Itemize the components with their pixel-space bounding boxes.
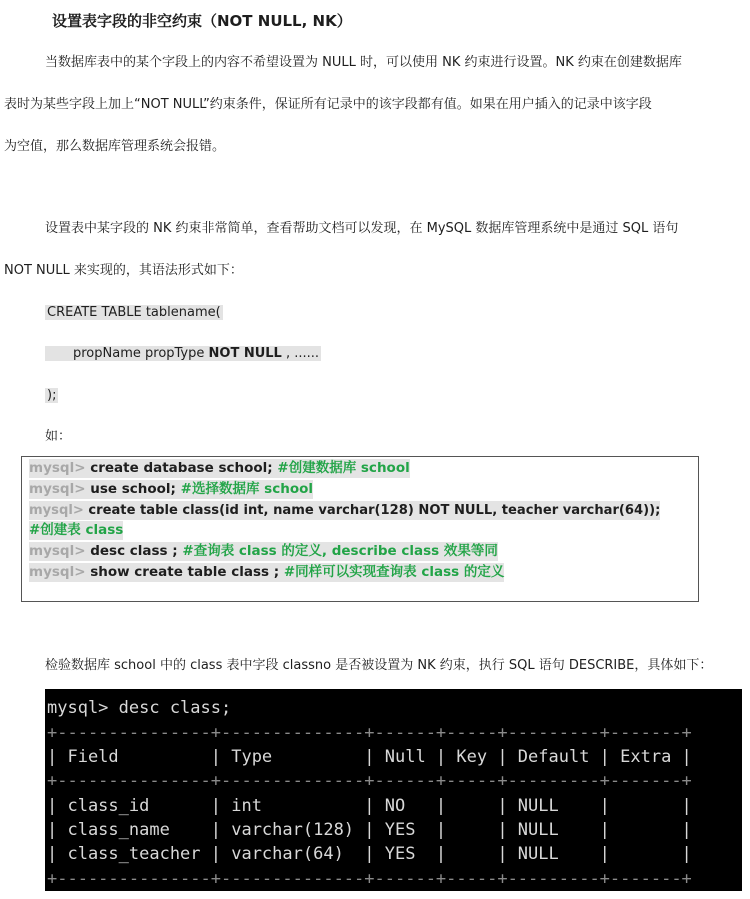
code-line — [29, 521, 123, 540]
table-header: | Field | Type | Null | Key | Default | Extra | — [47, 747, 692, 767]
syntax-not-null: NOT NULL — [208, 346, 282, 361]
code-comment: #创建表 class — [29, 522, 124, 538]
code-comment: #同样可以实现查询表 class 的定义 — [283, 564, 505, 580]
syntax-close: ); — [47, 388, 57, 403]
code-box — [21, 456, 699, 602]
code-prompt: mysql> — [29, 460, 86, 476]
table-row: | class_name | varchar(128) | YES | | NULL | | — [47, 820, 692, 840]
syntax-prop-name: propName propType — [73, 346, 209, 361]
code-comment: #选择数据库 school — [180, 481, 313, 497]
code-prompt: mysql> — [29, 543, 86, 559]
syntax-line1 — [45, 302, 223, 323]
syntax-prop — [45, 346, 321, 361]
table-border: +---------------+--------------+------+-----+---------+-------+ — [47, 771, 692, 791]
code-prompt: mysql> — [29, 564, 86, 580]
code-command: create database school; — [85, 460, 278, 476]
para2-line2: NOT NULL 来实现的，其语法形式如下： — [4, 263, 243, 278]
check-paragraph: 检验数据库 school 中的 class 表中字段 classno 是否被设置为 NK 约束，执行 SQL 语句 DESCRIBE，具体如下： — [45, 658, 713, 673]
code-command: use school; — [85, 481, 181, 497]
syntax-line3 — [45, 385, 58, 406]
table-border: +---------------+--------------+------+-----+---------+-------+ — [47, 723, 692, 743]
syntax-ellipsis: , ...... — [281, 346, 320, 361]
code-line — [29, 459, 410, 478]
code-prompt: mysql> — [29, 481, 86, 497]
para2-line1: 设置表中某字段的 NK 约束非常简单，查看帮助文档可以发现，在 MySQL 数据库管理系统中是通过 SQL 语句 — [45, 221, 679, 236]
table-row: | class_teacher | varchar(64) | YES | | NULL | | — [47, 844, 692, 864]
page-title: 设置表字段的非空约束（NOT NULL, NK） — [52, 12, 352, 30]
code-comment: #创建数据库 school — [277, 460, 410, 476]
table-border: +---------------+--------------+------+-----+---------+-------+ — [47, 869, 692, 889]
code-comment: #查询表 class 的定义, describe class 效果等同 — [182, 543, 498, 559]
code-line — [29, 501, 660, 520]
terminal-command: mysql> desc class; — [47, 698, 232, 718]
code-line — [29, 563, 504, 582]
syntax-create-table: CREATE TABLE tablename( — [47, 305, 221, 320]
example-label: 如： — [45, 429, 72, 444]
code-command: show create table class ; — [85, 564, 284, 580]
code-command: desc class ; — [85, 543, 183, 559]
code-line — [29, 542, 498, 561]
para1-line1: 当数据库表中的某个字段上的内容不希望设置为 NULL 时，可以使用 NK 约束进行设置。NK 约束在创建数据库 — [45, 55, 682, 70]
syntax-line2 — [45, 343, 321, 364]
para1-line3: 为空值，那么数据库管理系统会报错。 — [4, 139, 226, 154]
terminal-output — [45, 689, 742, 891]
code-line — [29, 480, 313, 499]
code-command: create table class(id int, name varchar(128) NOT NULL, teacher varchar(64)); — [83, 503, 661, 518]
table-row: | class_id | int | NO | | NULL | | — [47, 796, 692, 816]
code-prompt: mysql> — [29, 503, 84, 518]
para1-line2: 表时为某些字段上加上“NOT NULL”约束条件，保证所有记录中的该字段都有值。如果在用户插入的记录中该字段 — [4, 97, 652, 112]
